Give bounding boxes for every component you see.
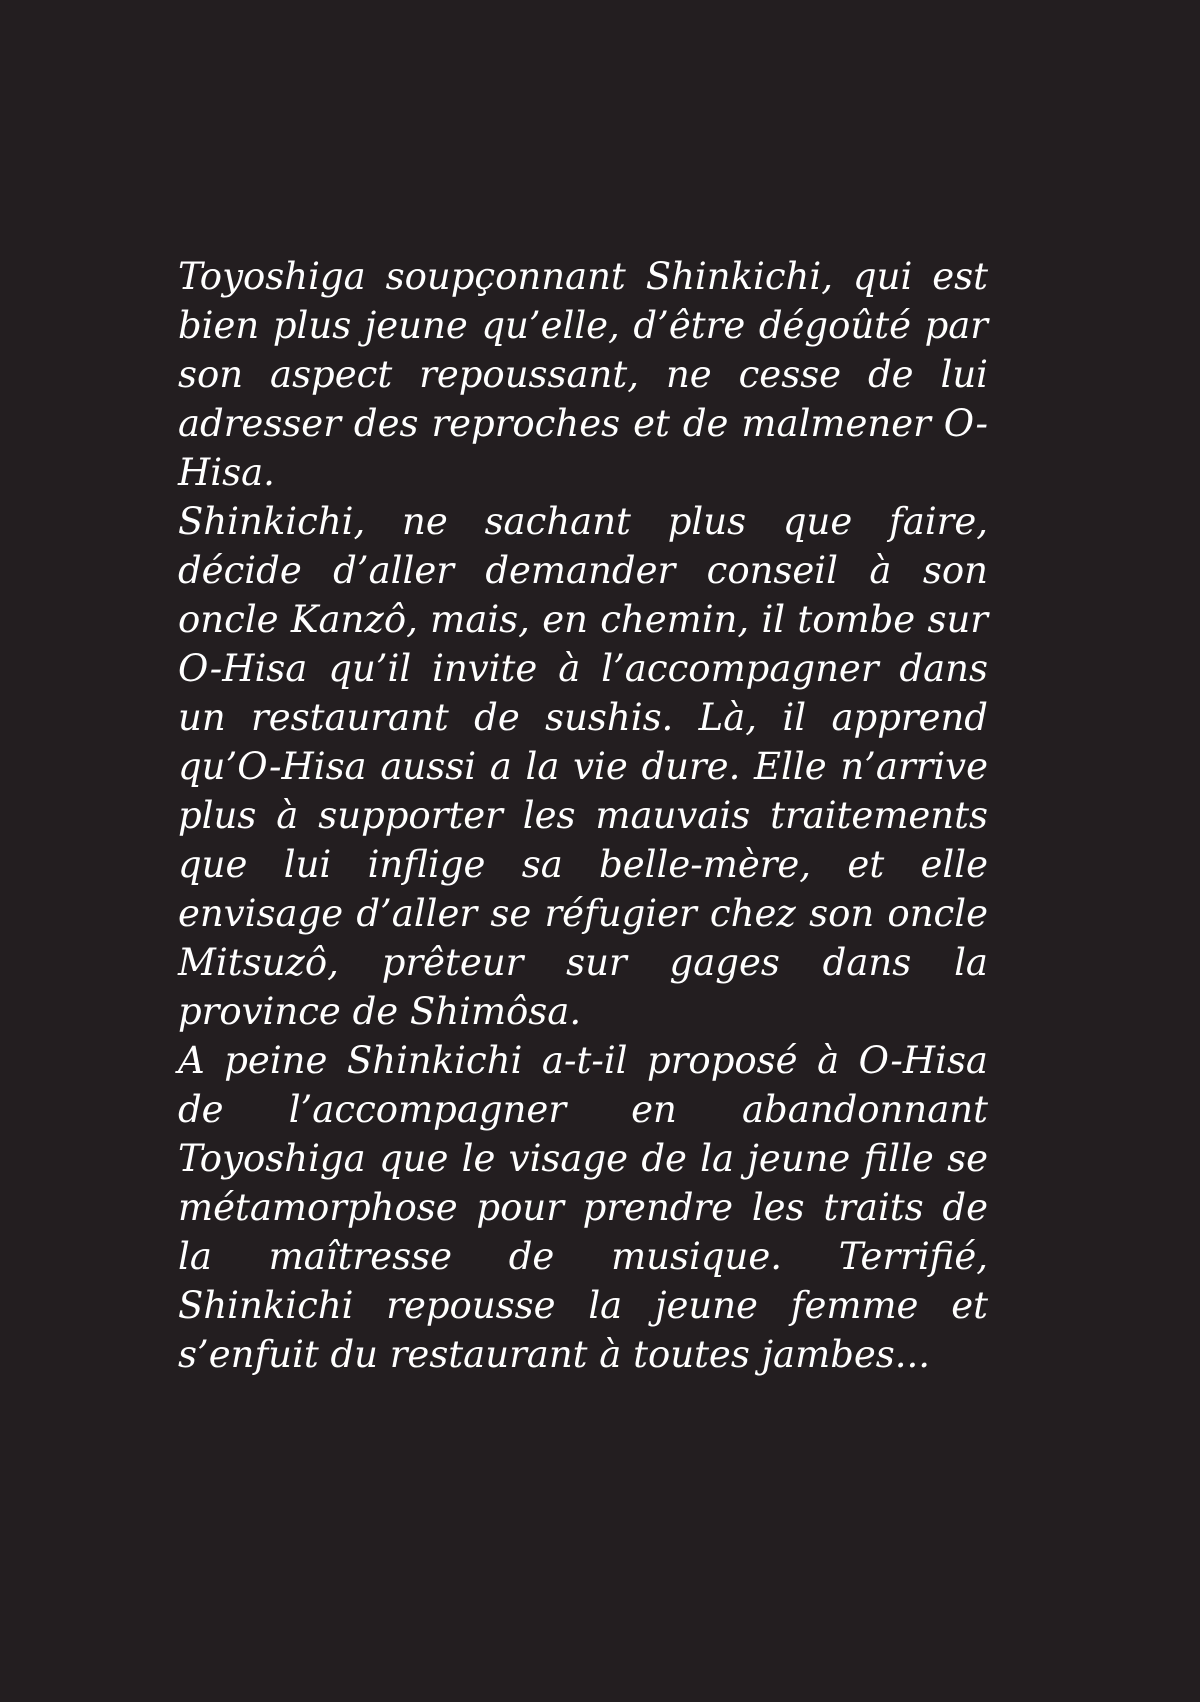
paragraph-3: A peine Shinkichi a-t-il proposé à O-Hisa de l’accompagner en abandonnant Toyoshiga que le visage de la jeune fille se métamorphose pour prendre les traits de la maîtresse de musique. Terrifié, Shinkichi repousse la jeune femme et s’enfuit du restaurant à toutes jambes... [178, 1039, 988, 1376]
body-text [178, 252, 988, 1379]
paragraph-1: Toyoshiga soupçonnant Shinkichi, qui est bien plus jeune qu’elle, d’être dégoûté par son aspect repoussant, ne cesse de lui adresser des reproches et de malmener O-Hisa. [178, 255, 988, 494]
paragraph-2: Shinkichi, ne sachant plus que faire, décide d’aller demander conseil à son oncle Kanzô, mais, en chemin, il tombe sur O-Hisa qu’il invite à l’accompagner dans un restaurant de sushis. Là, il apprend qu’O-Hisa aussi a la vie dure. Elle n’arrive plus à supporter les mauvais traitements que lui inflige sa belle-mère, et elle envisage d’aller se réfugier chez son oncle Mitsuzô, prêteur sur gages dans la province de Shimôsa. [178, 500, 988, 1033]
